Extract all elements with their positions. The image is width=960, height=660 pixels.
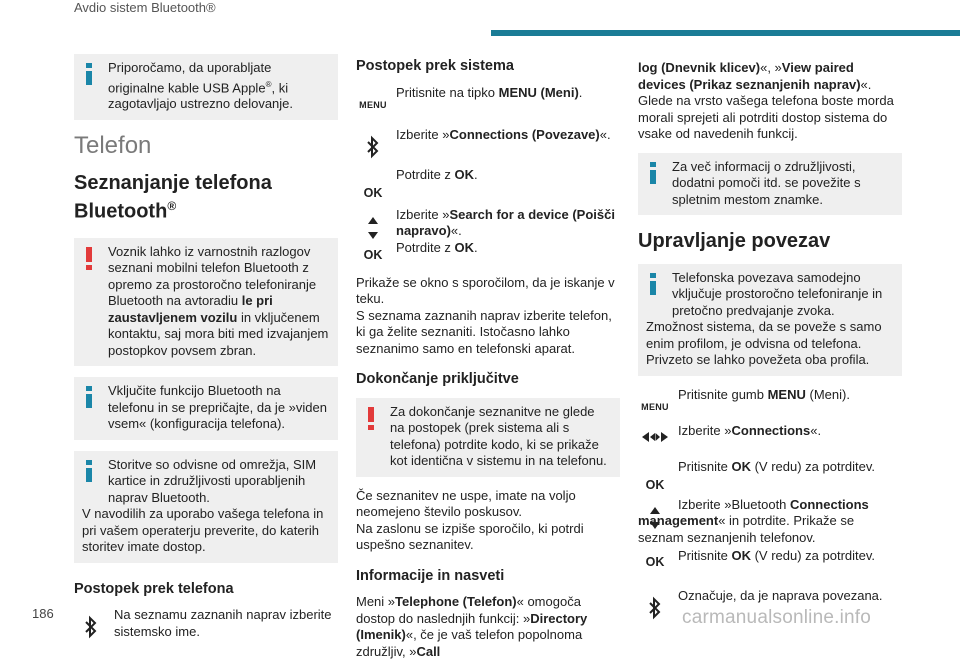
step-confirm: OK Potrdite z OK. (356, 167, 620, 201)
bluetooth-icon (356, 135, 390, 164)
warning-note-code: Za dokončanje seznanitve ne glede na postopek (prek sistema ali s telefona) potrdite kodo, ki se prikaže kot identična v sistemu in na telefonu. (356, 398, 620, 477)
left-right-arrows-icon (638, 431, 672, 448)
system-procedure-title: Postopek prek sistema (356, 58, 514, 74)
continuation-paragraph: log (Dnevnik klicev)«, »View paired devices (Prikaz seznanjenih naprav)«. (638, 60, 872, 92)
up-down-arrows-icon (356, 215, 390, 246)
phone-procedure-title: Postopek prek telefona (74, 580, 234, 597)
manage-title: Upravljanje povezav (638, 230, 831, 252)
info-note-visible (74, 377, 338, 440)
watermark: carmanualsonline.info (682, 607, 872, 628)
middle-column (356, 54, 620, 660)
section-title: Telefon (74, 131, 152, 159)
right-column (638, 60, 902, 624)
menu-key-icon: MENU (359, 99, 387, 110)
ok-key-icon: OK (363, 185, 383, 200)
header-title: Avdio sistem Bluetooth® (74, 0, 216, 15)
info-note-network (74, 451, 338, 563)
manage-step-confirm: OK Pritisnite OK (V redu) za potrditev. (638, 459, 902, 493)
manage-step-connections: Izberite »Connections«. (638, 423, 902, 457)
manage-step-confirm-2: OK Pritisnite OK (V redu) za potrditev. (638, 548, 902, 582)
info-note-usb (74, 54, 338, 120)
note-text: Voznik lahko iz varnostnih razlogov seznani mobilni telefon Bluetooth z opremo za prostoročno telefoniranje Bluetooth na avtoradiu le pri zaustavljenem vozilu in vključenem kontaktu, saj mora biti med izvajanjem postopkov povsem zbran. (108, 243, 329, 358)
pairing-title: Seznanjanje telefona Bluetooth® (74, 172, 272, 223)
header-accent-bar (491, 30, 960, 36)
warning-mark-icon (366, 407, 376, 429)
info-note-auto: Telefonska povezava samodejno vključuje prostoročno telefoniranje in pretočno predvajanje zvoka. Zmožnost sistema, da se poveže s samo enim profilom, je odvisna od telefona. Privzeto se lahko povežeta oba profila. (638, 264, 902, 376)
complete-title: Dokončanje priključitve (356, 371, 519, 387)
continuation-paragraph-2: Glede na vrsto vašega telefona boste morda morali sprejeti ali potrditi dostop sistema do vsake od navedenih funkcij. (638, 93, 894, 141)
result-paragraph: Če seznanitev ne uspe, imate na voljo neomejeno število poskusov. Na zaslonu se izpiše sporočilo, ki potrdi uspešno seznanitev. (356, 487, 584, 552)
ok-key-icon: OK (645, 555, 665, 569)
info-mark-icon (648, 162, 658, 184)
manage-step-menu: MENU Pritisnite gumb MENU (Meni). (638, 387, 902, 421)
note-text: Priporočamo, da uporabljate originalne kable USB Apple®, ki zagotavljajo ustrezno delovanje. (108, 60, 294, 112)
bluetooth-icon (638, 596, 672, 625)
note-text: V navodilih za uporabo vašega telefona in pri vašem operaterju preverite, do katerih storitev imate dostop. (82, 506, 324, 555)
connected-indicator: Označuje, da je naprava povezana. (638, 588, 902, 622)
info-paragraph: Meni »Telephone (Telefon)« omogoča dostop do naslednjih funkcij: »Directory (Imenik)«, če je vaš telefon popolnoma združljiv, »Call (356, 594, 588, 659)
ok-key-icon: OK (645, 477, 665, 492)
page-number: 186 (32, 606, 54, 621)
ok-key-icon: OK (363, 247, 383, 262)
note-text: Storitve so odvisne od omrežja, SIM kartice in združljivosti uporabljenih naprav Bluetooth. (108, 456, 317, 505)
search-paragraph: Prikaže se okno s sporočilom, da je iskanje v teku. S seznama zaznanih naprav izberite telefon, ki ga želite seznaniti. Istočasno lahko seznanimo samo en telefonski aparat. (356, 274, 615, 356)
step-search: OK Izberite »Search for a device (Poišči napravo)«. Potrdite z OK. (356, 207, 620, 267)
up-down-arrows-icon (638, 505, 672, 536)
manage-step-management: Izberite »Bluetooth Connections management« in potrdite. Prikaže se seznam seznanjenih telefonov. (638, 496, 869, 545)
warning-mark-icon (84, 247, 94, 269)
step-connections: Izberite »Connections (Povezave)«. (356, 127, 620, 161)
info-mark-icon (84, 63, 94, 85)
step-menu: MENU Pritisnite na tipko MENU (Meni). (356, 85, 620, 119)
info-title: Informacije in nasveti (356, 567, 505, 584)
phone-procedure-step: Na seznamu zaznanih naprav izberite sistemsko ime. (74, 607, 338, 641)
info-mark-icon (648, 273, 658, 295)
info-note-compat: Za več informacij o združljivosti, dodatni pomoči itd. se povežite s spletnim mestom znamke. (638, 153, 902, 216)
note-text: Vključite funkcijo Bluetooth na telefonu in se prepričajte, da je »viden vsem« (konfiguracija telefona). (108, 383, 327, 432)
warning-note-safety (74, 238, 338, 367)
menu-key-icon: MENU (641, 401, 669, 412)
info-mark-icon (84, 386, 94, 408)
left-column (74, 54, 338, 643)
info-mark-icon (84, 460, 94, 482)
